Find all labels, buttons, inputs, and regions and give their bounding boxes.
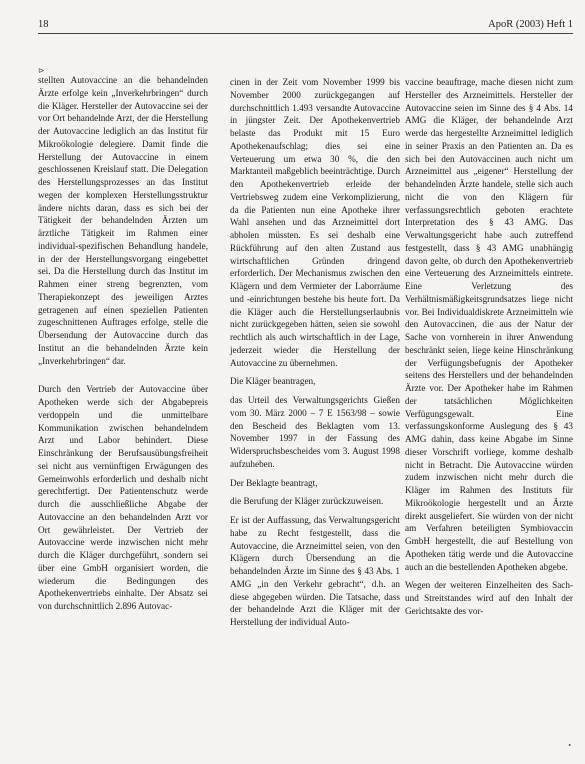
paragraph: Er ist der Auffassung, das Verwaltungsgericht habe zu Recht festgestellt, dass die Autovaccine, die Arzneimittel seien, von den Klägern durch Übersendung an die behandelnden Ärzte im Sinne des § 43 Abs. 1 AMG „in den Verkehr gebracht“, d.h. an diese abgegeben würden. Die Tatsache, dass der behandelnde Arzt die Kläger mit der Herstellung der individual Auto- (230, 515, 400, 627)
paragraph: cinen in der Zeit vom November 1999 bis November 2000 zurückgegangen auf durchschnittlich 1.493 versandte Autovaccine in jüngster Zeit. Der Apothekenvertrieb belaste das Produkt mit 15 Euro Apothekenaufschlag; dies sei eine Verteuerung um etwa 30 %, die den Marktanteil maßgeblich beeinträchtige. Durch den Apothekenvertrieb erleide der Vertriebsweg zudem eine Verkomplizierung, da die Patienten nun eine Apotheke ihrer Wahl ansehen und das Arzneimittel dort abholen müssten. Es sei deshalb eine Rückführung auf den alten Zustand aus wirtschaftlichen Gründen dringend erforderlich. Der Mechanismus zwischen den Klägern und dem Vermieter der Laborräume und -einrichtungen bestehe bis heute fort. Da die Kläger auch die Herstellungserlaubnis nicht zurückgegeben hätten, seien sie sowohl rechtlich als auch wirtschaftlich in der Lage, jederzeit wieder die Herstellung der Autovaccine zu übernehmen. (230, 77, 400, 368)
journal-reference: ApoR (2003) Heft 1 (488, 19, 573, 30)
paragraph: stellten Autovaccine an die behandelnden Ärzte erfolge kein „Inverkehrbringen“ durch die Kläger. Hersteller der Autovaccine sei der vor Ort behandelnde Arzt, der die Herstellung der Autovaccine lediglich an das Institut für Mikroökologie delegiere. Damit finde die Herstellung der Autovaccine in einem geschlossenen Kreislauf statt. Die Delegation des Herstellungsprozesses an das Institut wegen der komplexen Herstellungsstruktur ändere nichts daran, dass es sich bei der Tätigkeit der behandelnden Ärzten um ärztliche Tätigkeit im Rahmen einer individual-spezifischen Behandlung handele, in der der Herstellungsvorgang eingebettet sei. Da die Herstellung durch das Institut im Rahmen einer streng begrenzten, vom Therapiekonzept des jeweiligen Arztes getragenen auf einen speziellen Patienten zugeschnittenen Auftrages erfolge, stelle die Übersendung der Autovaccine durch das Institut an die behandelnden Ärzte kein „Inverkehrbringen“ dar. (38, 75, 208, 366)
paragraph: Der Beklagte beantragt, (230, 477, 318, 488)
paragraph: die Berufung der Kläger zurückzuweisen. (230, 496, 384, 507)
paragraph: das Urteil des Verwaltungsgerichts Gießen vom 30. März 2000 – 7 E 1563/98 – sowie den Bescheid des Beklagten vom 13. November 1997 in der Fassung des Widerspruchsbescheides vom 3. August 1998 aufzuheben. (230, 395, 400, 469)
paragraph: Wegen der weiteren Einzelheiten des Sach- und Streitstandes wird auf den Inhalt der Gerichtsakte des vor- (405, 580, 573, 616)
page-number: 18 (38, 19, 49, 30)
text-column-1 (38, 74, 208, 619)
paragraph: Die Kläger beantragen, (230, 376, 316, 387)
text-column-3 (405, 76, 573, 624)
text-column-2 (230, 76, 400, 635)
paragraph: vaccine beauftrage, mache diesen nicht zum Hersteller des Arzneimittels. Hersteller der Autovaccine seien im Sinne des § 4 Abs. 14 AMG die Kläger, der behandelnde Arzt werde das hergestellte Arzneimittel lediglich in seiner Praxis an den Patienten an. Da es sich bei den Autovaccinen auch nicht um Arzneimittel aus „eigener“ Herstellung der behandelnden Ärzte handele, stelle sich auch nicht die von den Klägern für verfassungsrechtlich geboten erachtete Interpretation des § 43 AMG. Das Verwaltungsgericht habe auch zutreffend festgestellt, dass § 43 AMG unabhängig davon gelte, ob durch den Apothekenvertrieb eine Verteuerung des Arzneimittels eintrete. Eine Verletzung des Verhältnismäßigkeitsgrundsatzes liege nicht vor. Bei Individualdiskrete Arzneimitteln wie den Autovaccinen, die aus der Natur der Sache von vornherein in ihrer Anwendung beschränkt seien, liege keine Hinschränkung der Verfügungsbefugnis der Apotheker seitens des Herstellers und der behandelnden Ärzte vor. Der Apotheker habe im Rahmen der tatsächlichen Möglichkeiten Verfügungsgewalt. Eine verfassungskonforme Auslegung des § 43 AMG dahin, dass keine Abgabe im Sinne dieser Vorschrift vorliege, komme deshalb nicht in Betracht. Die Autovaccine würden zudem inzwischen nicht mehr durch die Kläger im Rahmen des Instituts für Mikroökologie hergestellt und an Ärzte direkt ausgeliefert. Sie würden von der nicht am Verfahren beteiligten Symbiovaccin GmbH hergestellt, die auf Bestellung von Apotheken tätig werde und die Autovaccine auch an die bestellenden Apotheken abgebe. (405, 77, 573, 572)
bottom-mark: • (568, 741, 571, 750)
corner-mark: ⊳ (38, 66, 45, 75)
page-header (38, 12, 573, 34)
paragraph: Durch den Vertrieb der Autovaccine über Apotheken werde sich der Abgabepreis verdoppeln und die unmittelbare Kommunikation zwischen behandelndem Arzt und Labor behindert. Diese Einschränkung der Berufsausübungsfreiheit sei nicht aus vernünftigen Erwägungen des Gemeinwohls erforderlich und deshalb nicht gerechtfertigt. Der Patientenschutz werde durch die ausschließliche Abgabe der Autovaccine an den behandelnden Arzt vor Ort gewährleistet. Der Vertrieb der Autovaccine werde inzwischen nicht mehr durch die Kläger durchgeführt, sondern sei über eine GmbH organisiert worden, die wiederum die Bedingungen des Apothekenvertriebs einhalte. Der Absatz sei von durchschnittlich 2.896 Autovac- (38, 384, 208, 611)
